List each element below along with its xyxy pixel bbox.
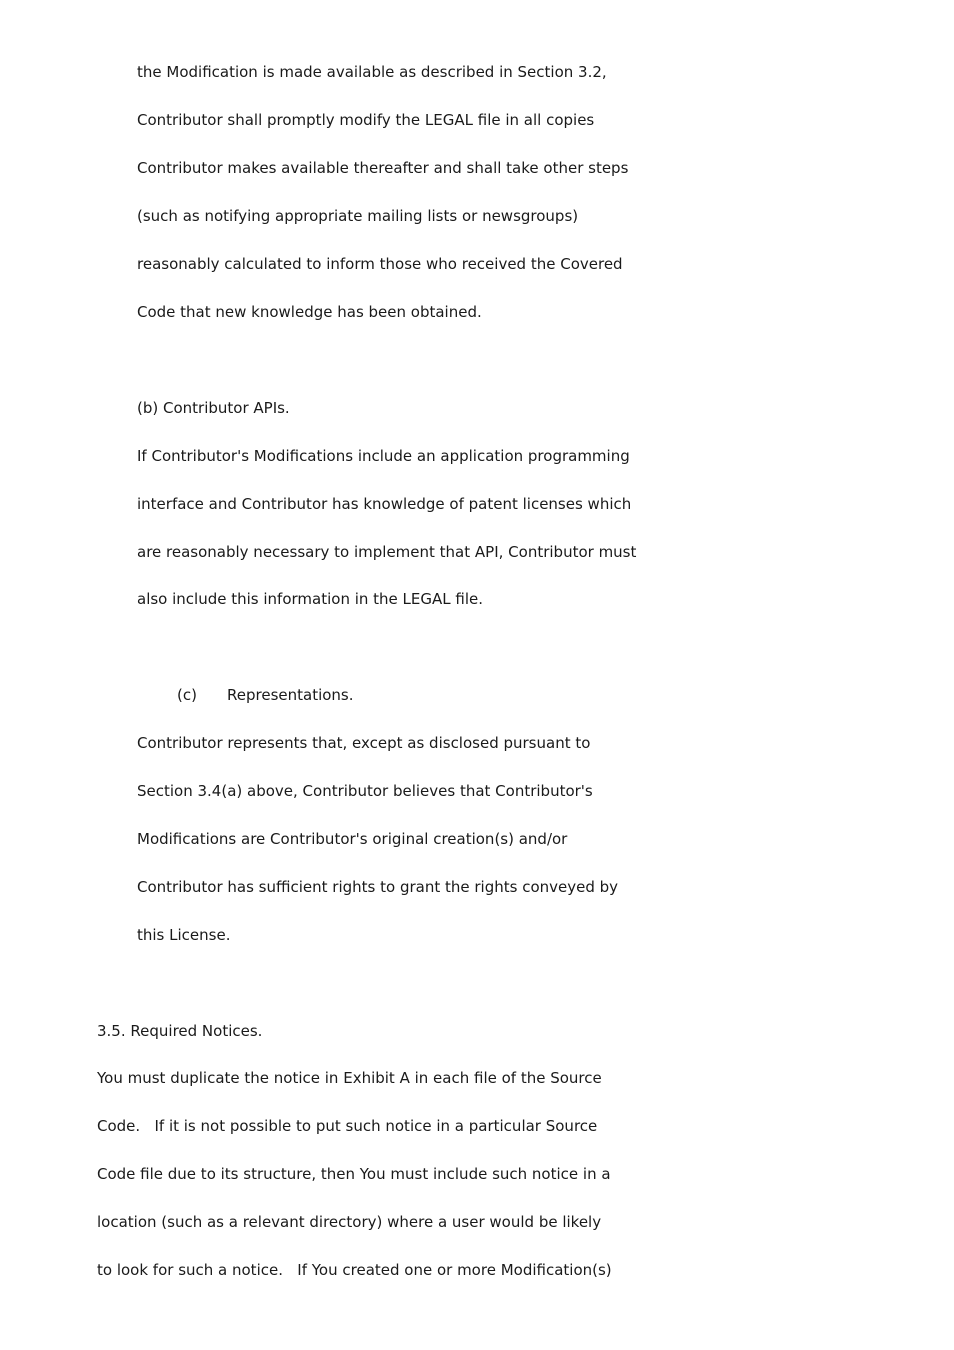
paragraph-line: Code file due to its structure, then You must include such notice in a <box>97 1165 611 1183</box>
section-3-5-heading: 3.5. Required Notices. <box>97 1022 263 1040</box>
section-c-title: Representations. <box>227 686 354 704</box>
paragraph-line: reasonably calculated to inform those who received the Covered <box>137 255 623 273</box>
paragraph-line: also include this information in the LEGAL file. <box>137 590 483 608</box>
paragraph-line: If Contributor's Modifications include an application programming <box>137 447 630 465</box>
paragraph-line: Contributor shall promptly modify the LEGAL file in all copies <box>137 111 595 129</box>
paragraph-line: Contributor represents that, except as disclosed pursuant to <box>137 734 591 752</box>
section-b-heading: (b) Contributor APIs. <box>137 399 290 417</box>
paragraph-line: to look for such a notice. If You created one or more Modification(s) <box>97 1261 612 1279</box>
paragraph-line: the Modification is made available as described in Section 3.2, <box>137 63 607 81</box>
paragraph-line: this License. <box>137 926 231 944</box>
section-c-label: (c) <box>177 686 197 704</box>
paragraph-line: Section 3.4(a) above, Contributor believes that Contributor's <box>137 782 593 800</box>
paragraph-line: Code that new knowledge has been obtained. <box>137 303 482 321</box>
paragraph-line: Code. If it is not possible to put such notice in a particular Source <box>97 1117 598 1135</box>
paragraph-line: location (such as a relevant directory) where a user would be likely <box>97 1213 602 1231</box>
paragraph-line: Contributor has sufficient rights to grant the rights conveyed by <box>137 878 619 896</box>
paragraph-line: are reasonably necessary to implement that API, Contributor must <box>137 543 637 561</box>
paragraph-line: Modifications are Contributor's original creation(s) and/or <box>137 830 568 848</box>
paragraph-line: (such as notifying appropriate mailing lists or newsgroups) <box>137 207 579 225</box>
paragraph-line: interface and Contributor has knowledge of patent licenses which <box>137 495 632 513</box>
paragraph-line: You must duplicate the notice in Exhibit A in each file of the Source <box>97 1069 602 1087</box>
paragraph-line: Contributor makes available thereafter and shall take other steps <box>137 159 629 177</box>
